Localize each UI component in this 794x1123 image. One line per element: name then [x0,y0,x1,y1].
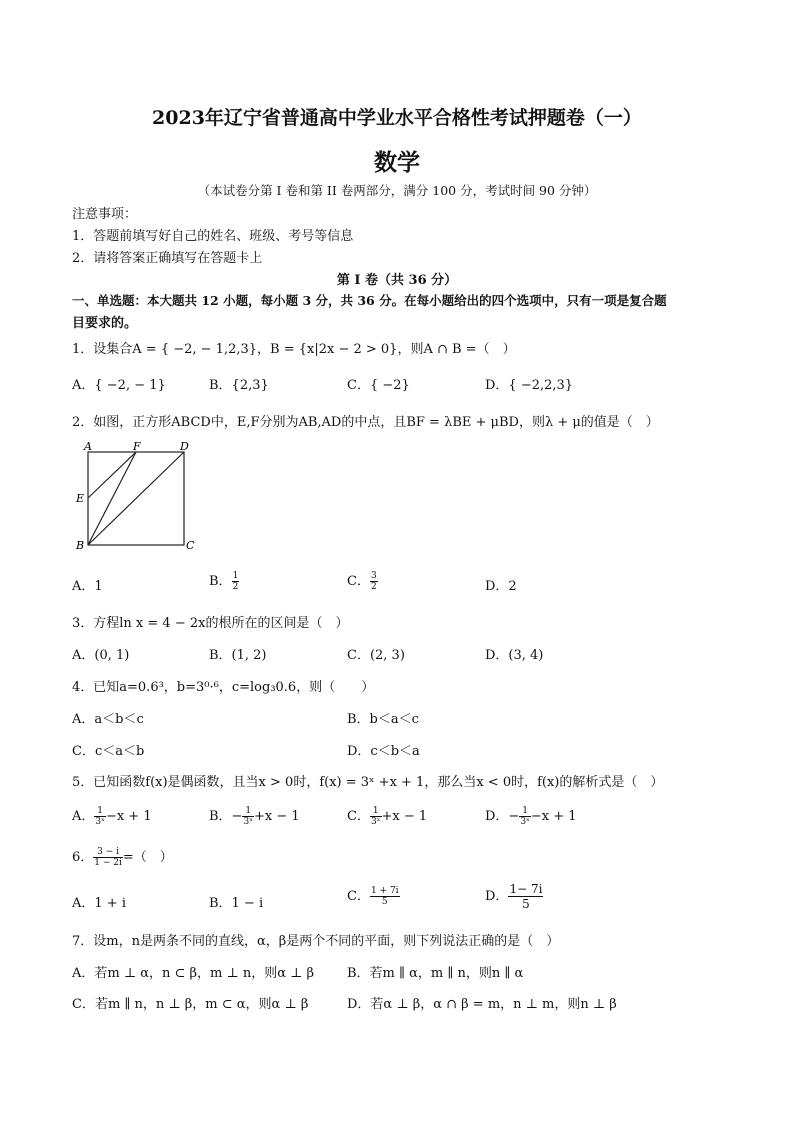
denominator: 3ˣ [370,817,381,827]
option-tail: +x − 1 [381,809,428,824]
question-7-stem: 7．设m，n是两条不同的直线，α，β是两个不同的平面，则下列说法正确的是（ ） [72,934,560,949]
q5-option-b [209,805,300,827]
q7-option-a: A．若m ⊥ α，n ⊂ β，m ⊥ n，则α ⊥ β [72,966,315,981]
part1-instruction: 一、单选题：本大题共 12 小题，每小题 3 分，共 36 分。在每小题给出的四个选项中，只有一项是复合题 [72,293,667,308]
numerator: 1 [232,571,239,581]
q7-option-c: C．若m ∥ n，n ⊥ β，m ⊂ α，则α ⊥ β [72,997,309,1012]
denominator: 3ˣ [243,817,253,827]
q5-option-d [485,805,577,827]
numerator: 3 [370,571,377,581]
q2-option-a: A．1 [72,579,103,594]
subject-title: 数学 [374,149,420,176]
option-label: D．− [485,809,520,824]
q3-option-c: C．(2, 3) [347,648,405,663]
option-label: C． [347,809,370,824]
numerator: 1 [370,806,382,817]
option-label: A． [72,809,95,824]
label-d: D [180,440,189,453]
q2-option-d: D．2 [485,579,517,594]
numerator: 1− 7i [509,882,543,896]
fraction [242,806,254,827]
segment-bf [88,452,136,545]
question-5-stem: 5．已知函数f(x)是偶函数，且当x > 0时，f(x) = 3ˣ +x + 1，那么当x < 0时，f(x)的解析式是（ ） [72,775,664,790]
q4-option-b: B．b＜a＜c [347,712,419,727]
exam-subtitle: （本试卷分第 I 卷和第 II 卷两部分，满分 100 分，考试时间 90 分钟） [197,183,597,198]
fraction [519,806,531,827]
q7-option-b: B．若m ∥ α，m ∥ n，则n ∥ α [347,966,524,981]
option-tail: −x + 1 [105,809,152,824]
q6-option-b: B．1 − i [209,896,264,911]
q4-option-d: D．c＜b＜a [347,744,420,759]
question-1-stem: 1．设集合A = { −2, − 1,2,3}，B = {x|2x − 2 > 0}，则A ∩ B =（ ） [72,342,516,357]
label-e: E [76,492,85,505]
segment-ef [88,452,136,498]
fraction [93,847,123,868]
q1-option-c: C．{ −2} [347,378,410,393]
denominator: 3ˣ [520,817,530,827]
question-3-stem: 3．方程ln x = 4 − 2x的根所在的区间是（ ） [72,616,349,631]
option-label: D． [485,889,509,904]
denominator: 2 [232,582,239,592]
part1-instruction-cont: 目要求的。 [72,316,138,331]
q2-option-b [209,570,239,592]
question-suffix: =（ ） [122,850,173,865]
exam-title: 2023年辽宁省普通高中学业水平合格性考试押题卷（一） [152,107,642,129]
option-label: C． [347,574,370,589]
numerator: 3 − i [93,847,123,858]
numerator: 1 [94,806,106,817]
question-2-stem: 2．如图，正方形ABCD中，E,F分别为AB,AD的中点，且BF = λBE + μBD，则λ + μ的值是（ ） [72,415,659,430]
notes-item: 2．请将答案正确填写在答题卡上 [72,251,263,266]
option-label: C． [347,889,370,904]
option-tail: −x + 1 [530,809,577,824]
q5-option-c [347,805,427,827]
q5-option-a [72,805,152,827]
question-4-stem: 4．已知a=0.6³，b=3⁰·⁶，c=log₃0.6，则（ ） [72,680,375,695]
q6-option-c [347,885,400,907]
question-6-stem [72,846,173,868]
fraction [370,886,400,907]
option-label: B． [209,574,232,589]
fraction [370,571,378,592]
fraction [370,806,382,827]
denominator: 1 − 2i [94,858,122,868]
label-c: C [186,539,195,552]
denominator: 3ˣ [95,817,105,827]
q1-option-b: B．{2,3} [209,378,269,393]
numerator: 1 [519,806,531,817]
fraction [94,806,106,827]
q4-option-c: C．c＜a＜b [72,744,145,759]
q6-option-d [485,882,543,911]
label-a: A [84,440,92,453]
label-f: F [133,440,141,453]
q1-option-d: D．{ −2,2,3} [485,378,574,393]
part1-heading: 第 I 卷（共 36 分） [336,273,458,288]
option-label: B．− [209,809,243,824]
question-number: 6． [72,850,94,865]
numerator: 1 + 7i [370,886,399,896]
square-figure [72,436,202,556]
q6-option-a: A．1 + i [72,896,126,911]
q7-option-d: D．若α ⊥ β，α ∩ β = m，n ⊥ m，则n ⊥ β [347,997,617,1012]
denominator: 2 [370,582,377,592]
fraction [508,882,543,911]
notes-item: 1．答题前填写好自己的姓名、班级、考号等信息 [72,229,354,244]
notes-heading: 注意事项： [72,207,138,222]
numerator: 1 [242,806,254,817]
segment-bd [88,452,184,545]
denominator: 5 [381,897,388,907]
q2-option-c [347,570,378,592]
option-tail: +x − 1 [254,809,300,824]
label-b: B [76,539,85,552]
denominator: 5 [522,897,530,911]
fraction [232,571,240,592]
q4-option-a: A．a＜b＜c [72,712,144,727]
q1-option-a: A．{ −2, − 1} [72,378,166,393]
q3-option-a: A．(0, 1) [72,648,130,663]
q3-option-b: B．(1, 2) [209,648,267,663]
q3-option-d: D．(3, 4) [485,648,544,663]
